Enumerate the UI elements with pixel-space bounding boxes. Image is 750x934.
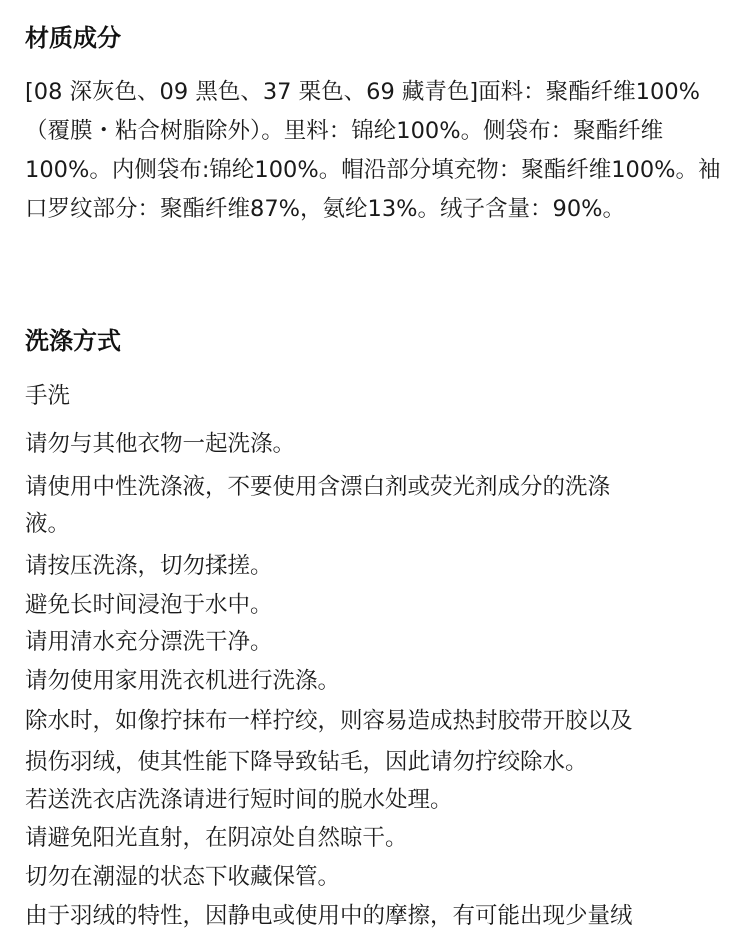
washing-instruction-line: 切勿在潮湿的状态下收藏保管。 bbox=[25, 864, 341, 890]
washing-instruction-line: 请勿与其他衣物一起洗涤。 bbox=[25, 431, 296, 457]
washing-instruction-line: 请避免阳光直射，在阴凉处自然晾干。 bbox=[25, 825, 408, 851]
material-section-title: 材质成分 bbox=[25, 24, 121, 52]
washing-instruction-line: 请勿使用家用洗衣机进行洗涤。 bbox=[25, 668, 341, 694]
washing-instruction-line: 若送洗衣店洗涤请进行短时间的脱水处理。 bbox=[25, 787, 453, 813]
washing-instruction-line: 避免长时间浸泡于水中。 bbox=[25, 592, 273, 618]
washing-instruction-line: 请使用中性洗涤液，不要使用含漂白剂或荧光剂成分的洗涤 bbox=[25, 474, 611, 500]
washing-instruction-line: 请用清水充分漂洗干净。 bbox=[25, 629, 273, 655]
material-composition-text: [08 深灰色、09 黑色、37 栗色、69 藏青色]面料：聚酯纤维100%（覆膜・粘合树脂除外）。里料：锦纶100%。侧袋布：聚酯纤维100%。内侧袋布:锦纶100%。帽沿部分填充物：聚酯纤维100%。袖口罗纹部分：聚酯纤维87%，氨纶13%。绒子含量：90%。 bbox=[25, 79, 721, 222]
washing-instruction-line: 请按压洗涤，切勿揉搓。 bbox=[25, 553, 273, 579]
washing-method: 手洗 bbox=[25, 383, 71, 409]
washing-instruction-line: 液。 bbox=[25, 511, 71, 537]
washing-instruction-line: 除水时，如像拧抹布一样拧绞，则容易造成热封胶带开胶以及 bbox=[25, 708, 633, 734]
washing-instruction-line: 由于羽绒的特性，因静电或使用中的摩擦，有可能出现少量绒 bbox=[25, 903, 633, 929]
washing-instruction-line: 损伤羽绒，使其性能下降导致钻毛，因此请勿拧绞除水。 bbox=[25, 749, 588, 775]
washing-section-title: 洗涤方式 bbox=[25, 327, 121, 355]
